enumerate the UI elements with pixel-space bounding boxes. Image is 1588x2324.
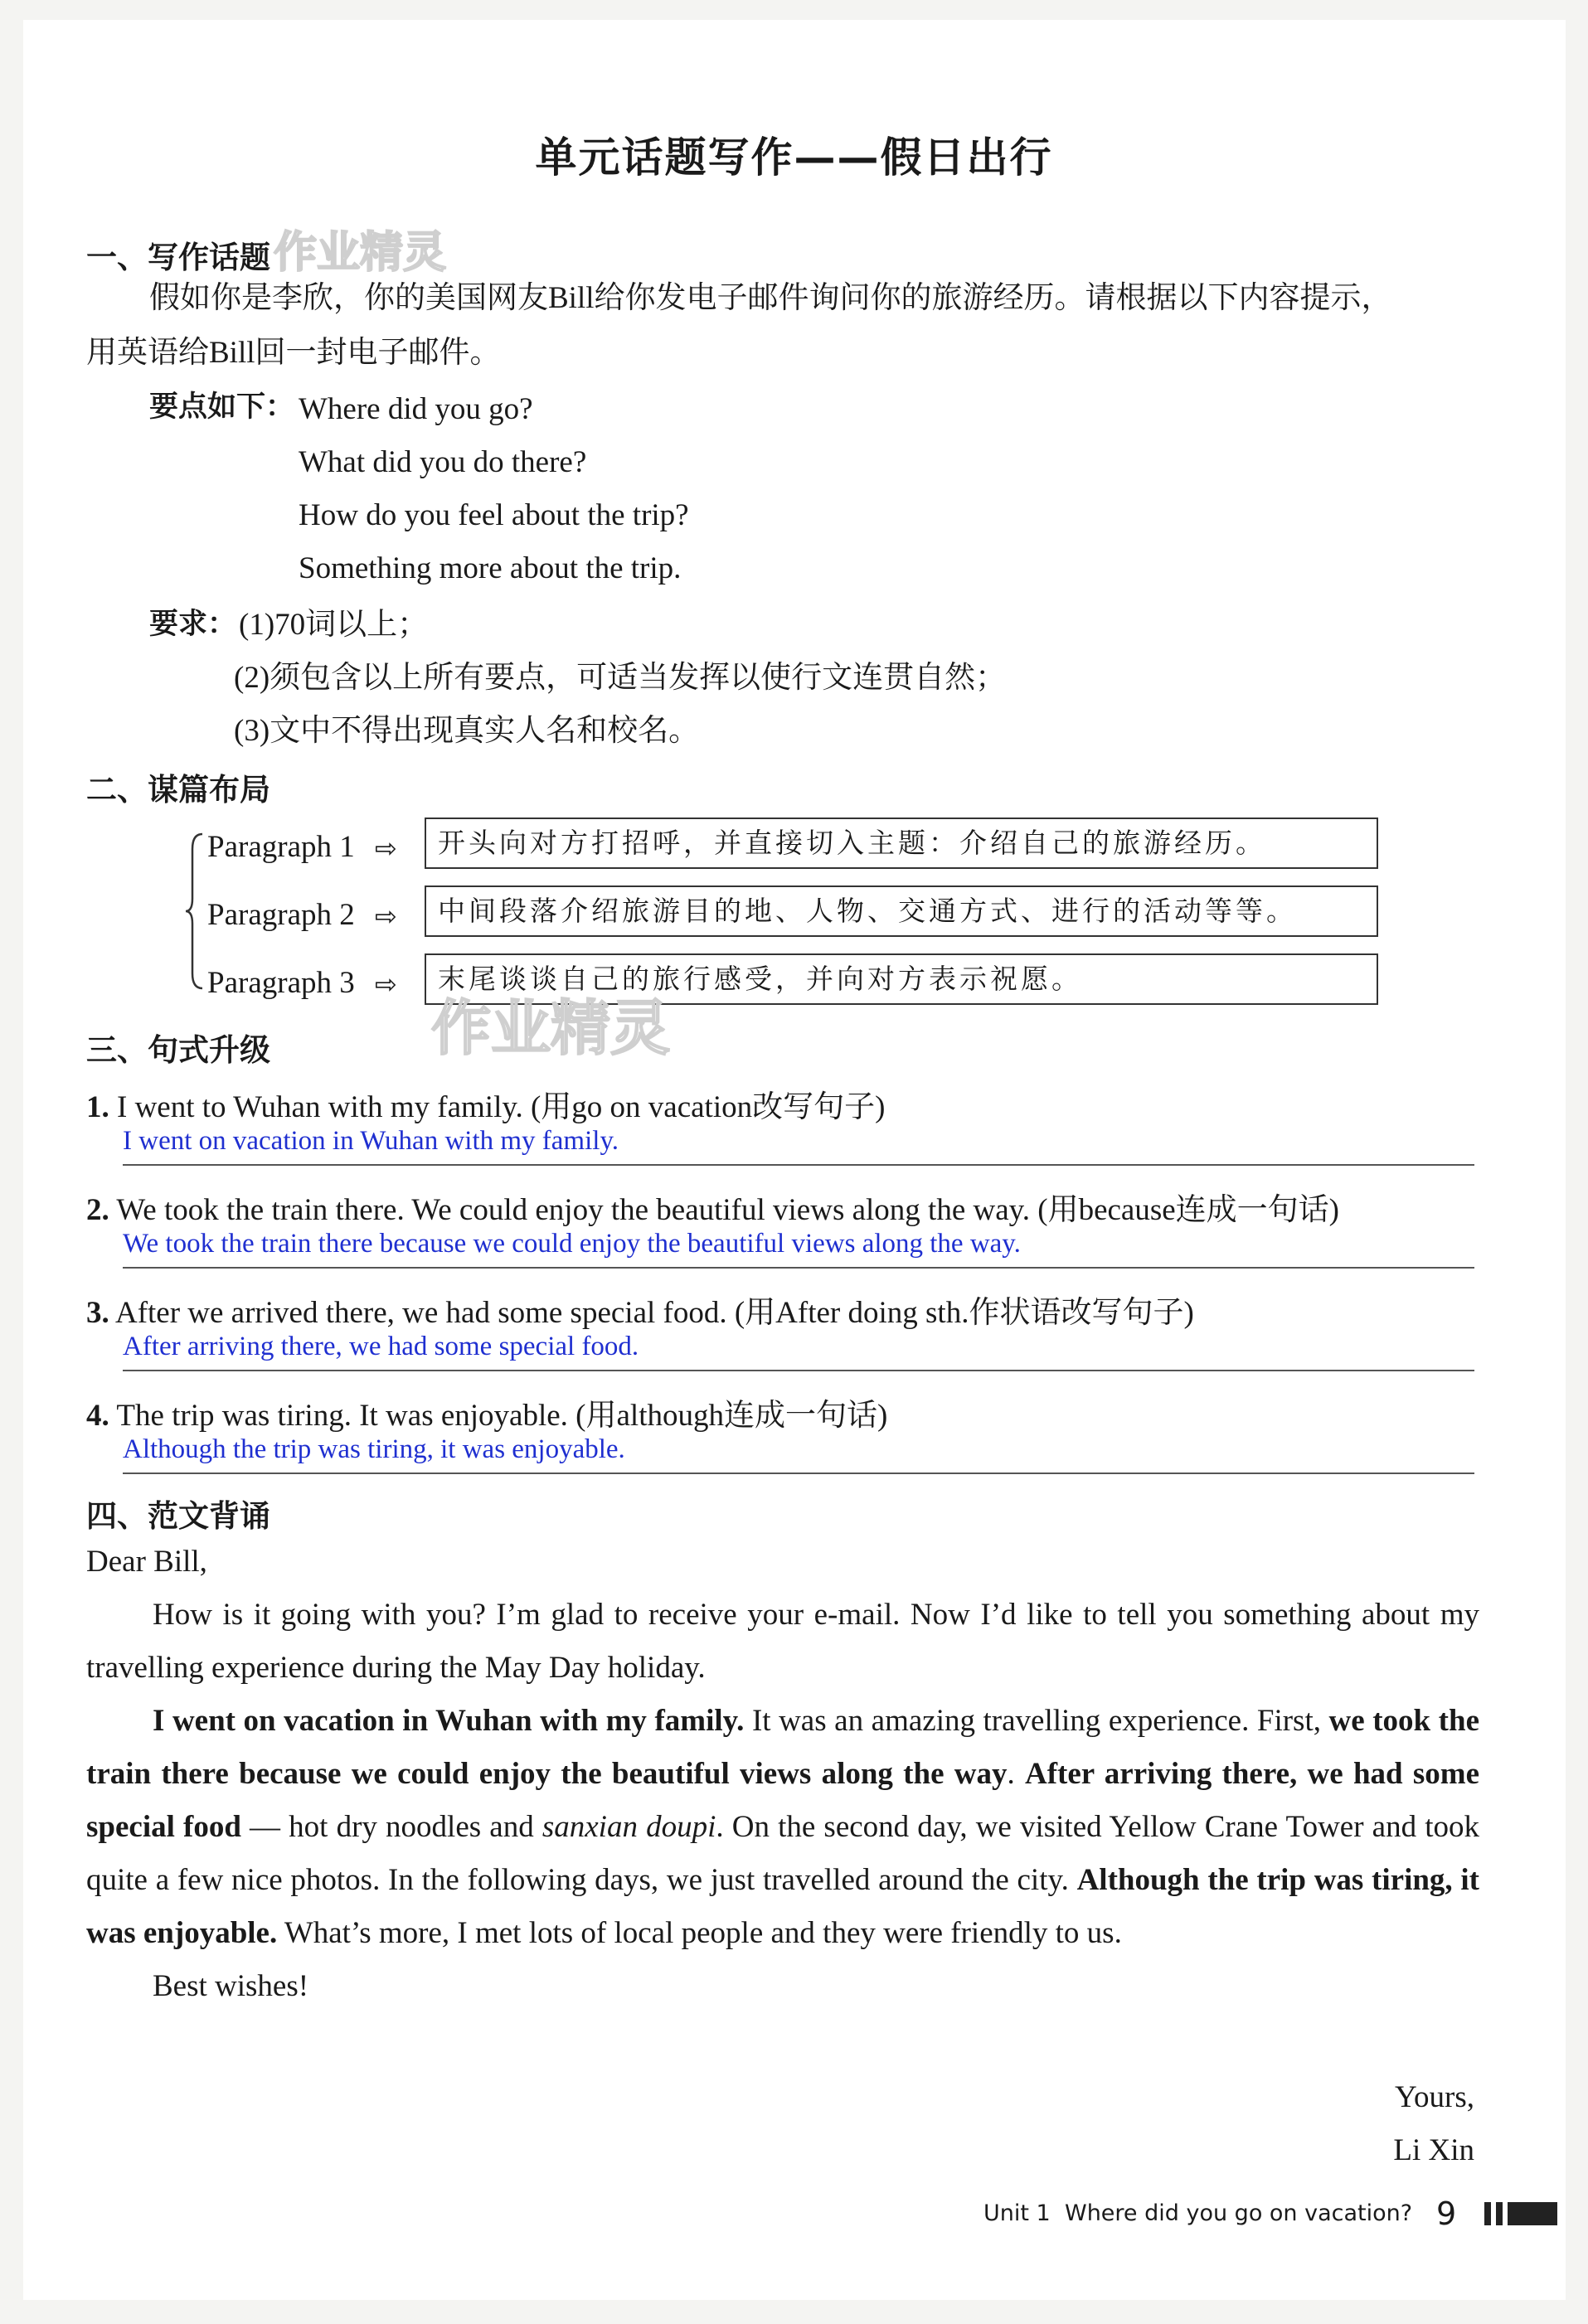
- arrow-right-icon: ⇨: [375, 968, 397, 1000]
- point-3: How do you feel about the trip?: [299, 498, 689, 532]
- question-1: 1. I went to Wuhan with my family. (用go on vacation改写句子): [86, 1090, 886, 1124]
- answer-2: We took the train there because we could enjoy the beautiful views along the way.: [123, 1229, 1021, 1259]
- essay-paragraph-2: I went on vacation in Wuhan with my family. It was an amazing travelling experience. First, we took the train there because we could enjoy the beautiful views along the way. After arriving there, we had some special food — hot dry noodles and sanxian doupi. On the second day, we visited Yellow Crane Tower and took quite a few nice photos. In the following days, we just travelled around the city. Although the trip was tiring, it was enjoyable. What’s more, I met lots of local people and they were friendly to us.: [86, 1704, 1480, 1950]
- essay-greeting: Dear Bill,: [86, 1545, 207, 1579]
- paragraph-2-box: 中间段落介绍旅游目的地、人物、交通方式、进行的活动等等。: [425, 885, 1378, 937]
- footer-unit: Unit 1: [983, 2200, 1051, 2226]
- requirements-label: 要求：: [149, 608, 237, 641]
- answer-3: After arriving there, we had some special food.: [123, 1332, 639, 1361]
- question-4: 4. The trip was tiring. It was enjoyable. (用although连成一句话): [86, 1399, 888, 1433]
- answer-4: Although the trip was tiring, it was enjoyable.: [123, 1434, 625, 1464]
- paragraph-1-box: 开头向对方打招呼，并直接切入主题：介绍自己的旅游经历。: [425, 818, 1378, 869]
- brace-icon: [184, 832, 209, 990]
- point-2: What did you do there?: [299, 445, 587, 479]
- requirement-3: (3)文中不得出现真实人名和校名。: [234, 714, 700, 748]
- model-essay: [86, 1536, 1479, 2013]
- point-1: Where did you go?: [299, 392, 533, 426]
- section-3-heading: 三、句式升级: [86, 1032, 270, 1068]
- page-title: 单元话题写作——假日出行: [535, 133, 1053, 182]
- page-marker-bar: [1496, 2202, 1503, 2225]
- paragraph-3-box: 末尾谈谈自己的旅行感受，并向对方表示祝愿。: [425, 953, 1378, 1005]
- paragraph-1-label: Paragraph 1: [207, 830, 355, 864]
- section-4-heading: 四、范文背诵: [86, 1498, 270, 1534]
- section-2-heading: 二、谋篇布局: [86, 772, 270, 808]
- question-2: 2. We took the train there. We could enjoy the beautiful views along the way. (用because连成一句话): [86, 1193, 1339, 1227]
- page-marker-bar: [1484, 2202, 1491, 2225]
- intro-line-2: 用英语给Bill回一封电子邮件。: [86, 336, 501, 370]
- arrow-right-icon: ⇨: [375, 832, 397, 864]
- arrow-right-icon: ⇨: [375, 900, 397, 932]
- point-4: Something more about the trip.: [299, 551, 682, 585]
- answer-line: [123, 1370, 1474, 1371]
- intro-line-1: 假如你是李欣，你的美国网友Bill给你发电子邮件询问你的旅游经历。请根据以下内容提示，: [149, 281, 1392, 315]
- answer-line: [123, 1473, 1474, 1474]
- watermark-logo: 作业精灵: [431, 993, 671, 1063]
- watermark-logo: 作业精灵: [274, 228, 447, 278]
- page-marker-block: [1508, 2202, 1557, 2225]
- signature-name: Li Xin: [1393, 2133, 1474, 2167]
- requirement-1: (1)70词以上；: [239, 608, 429, 642]
- points-label: 要点如下：: [149, 391, 295, 424]
- paragraph-3-label: Paragraph 3: [207, 966, 355, 1000]
- requirement-2: (2)须包含以上所有要点，可适当发挥以使行文连贯自然；: [234, 661, 1007, 695]
- answer-1: I went on vacation in Wuhan with my family.: [123, 1126, 619, 1156]
- answer-line: [123, 1164, 1474, 1166]
- signature-yours: Yours,: [1395, 2080, 1474, 2114]
- footer-title: Where did you go on vacation?: [1065, 2200, 1413, 2226]
- page-number: 9: [1436, 2195, 1457, 2232]
- section-1-heading: 一、写作话题: [86, 240, 270, 275]
- question-3: 3. After we arrived there, we had some special food. (用After doing sth.作状语改写句子): [86, 1296, 1194, 1330]
- answer-line: [123, 1267, 1474, 1269]
- essay-closing: Best wishes!: [153, 1969, 309, 2003]
- essay-paragraph-1: How is it going with you? I’m glad to receive your e-mail. Now I’d like to tell you something about my travelling experience during the May Day holiday.: [86, 1598, 1479, 1685]
- paragraph-2-label: Paragraph 2: [207, 898, 355, 932]
